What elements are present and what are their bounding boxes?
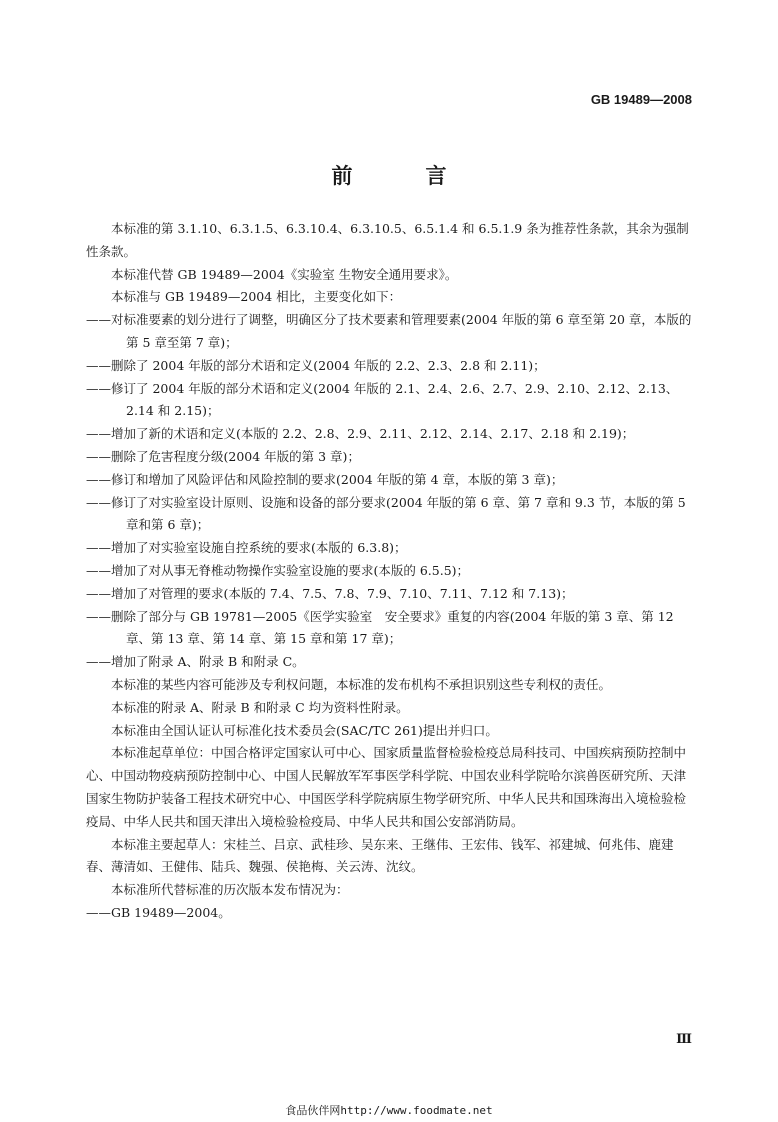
paragraph: 本标准与 GB 19489—2004 相比，主要变化如下： [111,289,402,305]
page-number: Ⅲ [676,1032,692,1047]
change-item: ——增加了附录 A、附录 B 和附录 C。 [86,654,305,670]
paragraph: 本标准由全国认证认可标准化技术委员会(SAC/TC 261)提出并归口。 [111,722,498,738]
paragraph: 本标准的附录 A、附录 B 和附录 C 均为资料性附录。 [111,699,409,715]
footer-watermark: 食品伙伴网http://www.foodmate.net [285,1104,493,1117]
change-item: ——对标准要素的划分进行了调整，明确区分了技术要素和管理要素(2004 年版的第 6 章至第 20 章，本版的第 5 章至第 7 章)； [86,312,692,350]
paragraph: 本标准的某些内容可能涉及专利权问题，本标准的发布机构不承担识别这些专利权的责任。 [111,676,612,692]
change-item: ——增加了新的术语和定义(本版的 2.2、2.8、2.9、2.11、2.12、2.14、2.17、2.18 和 2.19)； [86,426,635,442]
change-item: ——修订了对实验室设计原则、设施和设备的部分要求(2004 年版的第 6 章、第 7 章和 9.3 节，本版的第 5 章和第 6 章)； [86,494,686,533]
paragraph: 本标准代替 GB 19489—2004《实验室 生物安全通用要求》。 [111,266,458,282]
change-item: ——删除了部分与 GB 19781—2005《医学实验室 安全要求》重复的内容(2004 年版的第 3 章、第 12 章、第 13 章、第 14 章、第 15 章和第 17 章)； [86,608,674,647]
paragraph: 本标准起草单位：中国合格评定国家认可中心、国家质量监督检验检疫总局科技司、中国疾病预防控制中心、中国动物疫病预防控制中心、中国人民解放军军事医学科学院、中国农业科学院哈尔滨兽医研究所、天津国家生物防护装备工程技术研究中心、中国医学科学院病原生物学研究所、中华人民共和国珠海出入境检验检疫局、中华人民共和国天津出入境检验检疫局、中华人民共和国公安部消防局。 [86,745,687,829]
change-item: ——删除了危害程度分级(2004 年版的第 3 章)； [86,448,360,464]
change-item: ——增加了对实验室设施自控系统的要求(本版的 6.3.8)； [86,540,407,556]
standard-number: GB 19489—2008 [590,92,692,107]
document-body [86,218,694,925]
history-item: ——GB 19489—2004。 [86,904,231,920]
paragraph: 本标准主要起草人：宋桂兰、吕京、武桂珍、吴东来、王继伟、王宏伟、钱军、祁建城、何兆伟、鹿建春、薄清如、王健伟、陆兵、魏强、侯艳梅、关云涛、沈纹。 [86,836,674,875]
change-item: ——增加了对从事无脊椎动物操作实验室设施的要求(本版的 6.5.5)； [86,562,470,578]
change-item: ——删除了 2004 年版的部分术语和定义(2004 年版的 2.2、2.3、2.8 和 2.11)； [86,357,546,373]
page-title: 前 言 [331,164,473,188]
paragraph: 本标准所代替标准的历次版本发布情况为： [111,882,349,898]
change-item: ——增加了对管理的要求(本版的 7.4、7.5、7.8、7.9、7.10、7.11、7.12 和 7.13)； [86,585,574,601]
paragraph: 本标准的第 3.1.10、6.3.1.5、6.3.10.4、6.3.10.5、6.5.1.4 和 6.5.1.9 条为推荐性条款，其余为强制性条款。 [86,221,689,259]
change-item: ——修订和增加了风险评估和风险控制的要求(2004 年版的第 4 章，本版的第 3 章)； [86,471,564,487]
change-item: ——修订了 2004 年版的部分术语和定义(2004 年版的 2.1、2.4、2.6、2.7、2.9、2.10、2.12、2.13、2.14 和 2.15)； [86,380,679,419]
